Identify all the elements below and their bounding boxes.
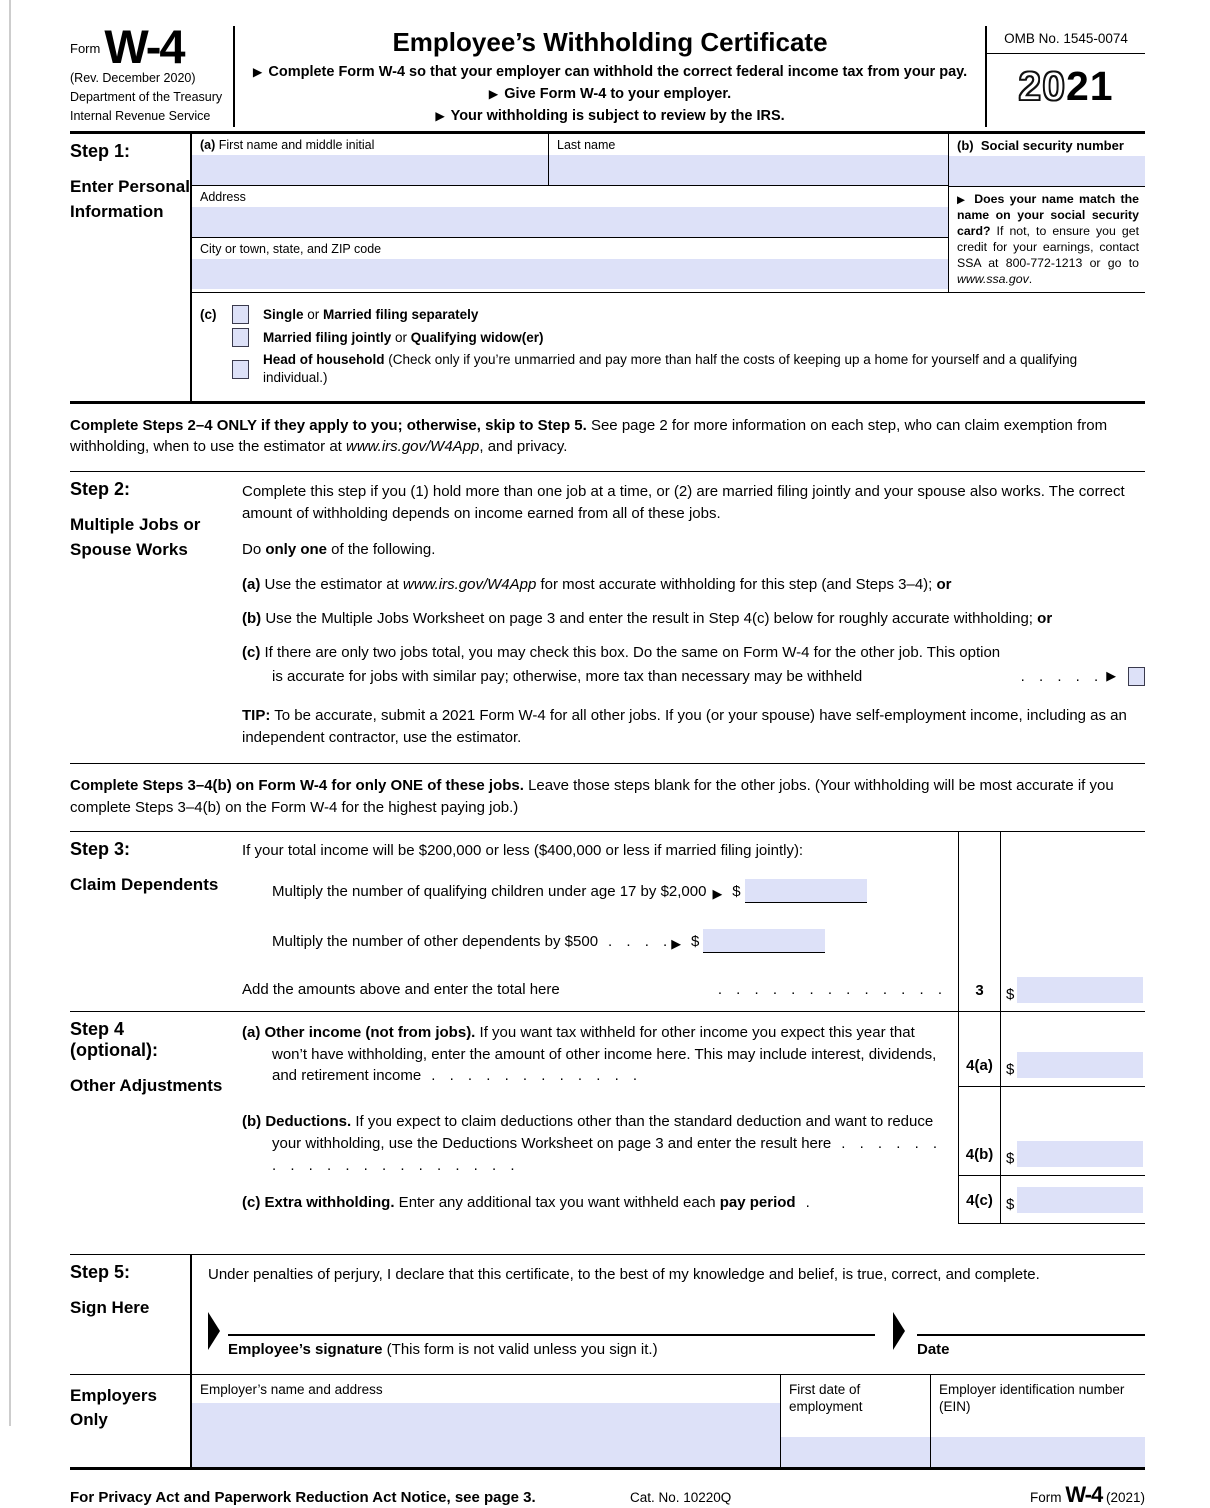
qualifying-children-row (272, 879, 950, 903)
filing-option-hoh-label (263, 351, 1145, 387)
step3-label: Step 3: (70, 839, 131, 860)
date-arrow-icon (893, 1312, 905, 1350)
mid-bold: Complete Steps 3–4(b) on Form W-4 for only ONE of these jobs. (70, 776, 524, 794)
tax-year-outline: 20 (1018, 63, 1066, 109)
last-name-input[interactable] (549, 155, 948, 185)
arrow-icon: ▶ (957, 195, 969, 207)
option-b-text: Use the Multiple Jobs Worksheet on page 3 and enter the result in Step 4(c) below for roughly accurate withholding; (265, 610, 1038, 628)
dollar-sign: $ (691, 933, 700, 951)
first-name-label-text: First name and middle initial (218, 138, 375, 153)
other-dependents-amount-input[interactable] (703, 929, 825, 953)
form-title-block (233, 26, 987, 127)
step3-grid (242, 832, 1145, 1011)
step2-section (70, 472, 1145, 763)
intro-rest2: , and privacy. (479, 438, 568, 456)
extra-withholding-amount-input[interactable] (1017, 1187, 1143, 1213)
signature-label-bold: Employee’s signature (228, 1340, 383, 1358)
employer-name-address-input[interactable] (192, 1403, 780, 1466)
single-checkbox[interactable] (232, 305, 249, 324)
arrow-icon: ▶ (1106, 668, 1118, 684)
header-bullet-3 (243, 106, 977, 128)
step5-body (190, 1255, 1145, 1374)
qualifying-children-text: Multiply the number of qualifying children under age 17 by $2,000 (272, 883, 707, 901)
name-row (192, 134, 948, 186)
step3-intro: If your total income will be $200,000 or less ($400,000 or less if married filing jointly): (242, 842, 804, 860)
step4a-content (242, 1012, 958, 1087)
step4c-bold: Extra withholding. (264, 1194, 395, 1212)
step2-option-a (242, 574, 1145, 596)
signature-arrow-icon (208, 1312, 220, 1350)
ssn-note (949, 187, 1145, 292)
ssn-label (949, 134, 1145, 156)
dot-leader: . . . . (608, 933, 668, 951)
step1-label: Step 1: (70, 141, 131, 162)
address-label: Address (200, 190, 246, 205)
header-bullet-1-text: Complete Form W-4 so that your employer can withhold the correct federal income tax from your pay. (268, 64, 968, 80)
header-bullet-2 (243, 84, 977, 106)
header-bullet-2-text: Give Form W-4 to your employer. (504, 85, 732, 102)
privacy-notice: For Privacy Act and Paperwork Reduction Act Notice, see page 3. (70, 1488, 536, 1506)
dot-leader: . . . . . . . . . . . . . . . . . . . . (272, 1134, 938, 1174)
dollar-sign: $ (732, 883, 741, 901)
step2-sublabel: Multiple Jobs or Spouse Works (70, 515, 201, 559)
irs-name: Internal Revenue Service (70, 108, 211, 123)
step4a-text (242, 1022, 950, 1087)
option-c-line1-text: If there are only two jobs total, you may check this box. Do the same on Form W-4 for the other job. This option (264, 643, 1001, 661)
step2-tip (242, 705, 1145, 749)
step2-option-c-line2 (242, 666, 1145, 688)
step2-label: Step 2: (70, 479, 131, 500)
arrow-icon: ▶ (252, 65, 265, 79)
option-a-post: for most accurate withholding for this step (and Steps 3–4); (536, 576, 937, 594)
filing-prefix: (c) (200, 306, 217, 322)
step4b-prefix: (b) (242, 1113, 262, 1131)
last-name-label: Last name (557, 138, 616, 153)
ein-input[interactable] (931, 1437, 1145, 1467)
first-date-employment-input[interactable] (781, 1437, 930, 1467)
ssn-note-link: www.ssa.gov (957, 272, 1029, 287)
mid-rest: Leave those steps blank for the other jobs. (Your withholding will be most accurate if you complete Steps 3–4(b) on the Form W-4 for the highest paying job.) (70, 776, 1114, 816)
address-input[interactable] (192, 207, 948, 237)
intro-estimator-link: www.irs.gov/W4App (346, 438, 480, 456)
dot-leader: . (805, 1194, 810, 1212)
step4b-text (242, 1111, 950, 1176)
ssn-note-rest: If not, to ensure you get credit for your earnings, contact SSA at 800-772-1213 or go to (957, 224, 1139, 271)
step4a-number: 4(a) (958, 1012, 1000, 1087)
intro-rest1: See page 2 for more information on each step, who can claim exemption from withholding, when to use the estimator at (70, 416, 1108, 456)
step4-label2: (optional): (70, 1039, 158, 1060)
form-id-block (70, 20, 233, 127)
perjury-declaration: Under penalties of perjury, I declare that this certificate, to the best of my knowledge and belief, is true, correct, and complete. (208, 1266, 1040, 1284)
footer-form-word: Form (1030, 1489, 1062, 1505)
filing-option-single (200, 305, 1145, 324)
step1-label-col (70, 134, 190, 400)
step4c-content (242, 1176, 958, 1224)
step3-section (70, 832, 1145, 1012)
first-name-cell (192, 134, 548, 185)
tax-year (987, 63, 1145, 110)
step4b-content (242, 1087, 958, 1176)
step3-label-col (70, 832, 242, 1011)
step1-fields (190, 134, 1145, 400)
step4a-prefix: (a) (242, 1023, 261, 1041)
arrow-icon: ▶ (671, 935, 684, 951)
tip-rest: To be accurate, submit a 2021 Form W-4 for all other jobs. If you (or your spouse) have self-employment income, including as an independent contractor, use the estimator. (242, 707, 1127, 747)
form-header (70, 20, 1145, 134)
first-name-label (192, 134, 548, 155)
p2-pre: Do (242, 540, 266, 558)
step2-option-c-line1 (242, 642, 1145, 664)
city-row (192, 238, 948, 289)
steps3-4-intro (70, 764, 1145, 832)
step5-section (70, 1254, 1145, 1374)
step4c-body: Enter any additional tax you want withheld each (394, 1194, 720, 1212)
option-a-or: or (936, 576, 952, 594)
option2-bold1: Married filing jointly (263, 329, 392, 345)
option1-bold2: Married filing separately (323, 306, 479, 322)
total-credits-text: Add the amounts above and enter the total here (242, 981, 560, 999)
option1-bold1: Single (263, 306, 304, 322)
employers-only-label: Employers Only (70, 1385, 157, 1429)
ein-cell (930, 1375, 1145, 1467)
option-a-prefix: (a) (242, 576, 261, 594)
tax-year-bold: 21 (1066, 63, 1114, 109)
dollar-sign: $ (1006, 1061, 1015, 1079)
step5-label: Step 5: (70, 1262, 131, 1283)
step4a-bold: Other income (not from jobs). (264, 1023, 476, 1041)
p2-post: of the following. (327, 540, 436, 558)
step2-paragraph-2 (242, 539, 1145, 561)
signature-row (208, 1334, 1145, 1358)
step4b-amount-cell (1000, 1087, 1145, 1176)
qualifying-children-amount-input[interactable] (745, 879, 867, 903)
step4-label-col (70, 1012, 242, 1224)
step1-sublabel: Enter Personal Information (70, 177, 190, 221)
step4-sublabel: Other Adjustments (70, 1075, 223, 1095)
step1-section (70, 134, 1145, 403)
step5-label-col (70, 1255, 190, 1374)
step3-sublabel: Claim Dependents (70, 875, 219, 895)
arrow-icon: ▶ (712, 885, 725, 901)
header-bullet-3-text: Your withholding is subject to review by the IRS. (450, 107, 785, 124)
step5-sublabel: Sign Here (70, 1298, 150, 1318)
signature-label (228, 1341, 875, 1358)
line3-number: 3 (958, 832, 1000, 1011)
omb-year-block (987, 26, 1145, 127)
date-block (917, 1334, 1145, 1358)
ssn-column (948, 134, 1145, 292)
option3-rest: (Check only if you’re unmarried and pay more than half the costs of keeping up a home for yourself and a qualifying individual.) (263, 352, 1078, 386)
ssn-prefix: (b) (957, 138, 974, 154)
employer-name-cell (192, 1375, 780, 1467)
ssn-cell (949, 134, 1145, 187)
last-name-cell (548, 134, 948, 185)
form-footer (70, 1470, 1145, 1508)
city-label: City or town, state, and ZIP code (200, 242, 382, 257)
option1-mid: or (303, 306, 324, 322)
step3-content (242, 832, 958, 1011)
filing-option-head-of-household (200, 351, 1145, 387)
ssn-label-text: Social security number (980, 138, 1124, 154)
address-row (192, 186, 948, 238)
footer-form-id (1030, 1482, 1145, 1508)
catalog-number: Cat. No. 10220Q (630, 1489, 732, 1505)
line3-amount-cell (1000, 832, 1145, 1011)
tip-bold: TIP: (242, 707, 271, 725)
dollar-sign: $ (1006, 985, 1015, 1003)
date-label (917, 1341, 1145, 1358)
intro-bold: Complete Steps 2–4 ONLY if they apply to you; otherwise, skip to Step 5. (70, 416, 587, 434)
option2-mid: or (391, 329, 411, 345)
step4-rows (242, 1012, 1145, 1224)
arrow-icon: ▶ (435, 108, 447, 123)
filing-status-group (192, 293, 1145, 400)
arrow-icon: ▶ (488, 86, 501, 101)
step4b-bold: Deductions. (265, 1113, 352, 1131)
step4b-body: If you expect to claim deductions other than the standard deduction and want to reduce your withholding, use the Deductions Worksheet on page 3 and enter the result here (272, 1113, 934, 1152)
p2-bold: only one (265, 540, 328, 558)
filing-option-single-label (263, 306, 478, 324)
steps2-4-intro (70, 404, 1145, 472)
form-word: Form (70, 41, 101, 56)
signature-block (228, 1334, 875, 1358)
step1-top-grid (192, 134, 1145, 293)
ein-label: Employer identification number (EIN) (939, 1381, 1125, 1415)
step4c-text (242, 1192, 950, 1214)
dollar-sign: $ (1006, 1196, 1015, 1214)
employers-fields (190, 1375, 1145, 1467)
deductions-amount-input[interactable] (1017, 1141, 1143, 1167)
footer-form-year: (2021) (1105, 1489, 1145, 1505)
step4c-bold2: pay period (719, 1194, 796, 1212)
step4c-row (242, 1176, 1145, 1224)
first-date-cell (780, 1375, 930, 1467)
filing-option-married-label (263, 329, 544, 347)
option-b-prefix: (b) (242, 610, 262, 628)
step4-section (70, 1012, 1145, 1224)
option-a-pre: Use the estimator at (264, 576, 403, 594)
option-c-line2-text: is accurate for jobs with similar pay; otherwise, more tax than necessary may be withheld (272, 667, 863, 685)
filing-option-married-jointly (200, 328, 1145, 347)
step4-label: Step 4 (70, 1018, 125, 1039)
step2-option-b (242, 608, 1145, 630)
scan-edge-line (9, 0, 11, 1426)
step4c-prefix: (c) (242, 1194, 261, 1212)
ssn-note-bold: Does your name match the name on your social security card? (957, 192, 1140, 239)
dot-leader: . . . . . . . . . . . . (431, 1067, 638, 1085)
date-label-bold: Date (917, 1340, 950, 1358)
employee-signature-input[interactable] (228, 1334, 875, 1336)
option-c-prefix: (c) (242, 643, 261, 661)
option-b-or: or (1037, 610, 1053, 628)
step1-main-fields (192, 134, 948, 292)
step4c-amount-cell (1000, 1176, 1145, 1224)
step2-label-col (70, 472, 242, 763)
form-revision: (Rev. December 2020) (70, 71, 196, 86)
other-dependents-row (272, 929, 950, 953)
ssn-input[interactable] (949, 156, 1145, 186)
form-name: W-4 (104, 20, 184, 73)
header-bullet-1 (243, 62, 977, 84)
option3-bold1: Head of household (263, 352, 385, 368)
married-jointly-checkbox[interactable] (232, 328, 249, 347)
step4a-row (242, 1012, 1145, 1087)
step2-paragraph-1: Complete this step if you (1) hold more than one job at a time, or (2) are married filing jointly and your spouse also works. The correct amount of withholding depends on income earned from all of these jobs. (242, 483, 1125, 522)
other-income-amount-input[interactable] (1017, 1052, 1143, 1078)
footer-form-name: W-4 (1065, 1481, 1103, 1507)
total-credits-amount-input[interactable] (1017, 977, 1143, 1003)
step4a-body: If you want tax withheld for other income you expect this year that won’t have withholding, enter the amount of other income here. This may include interest, dividends, and retirement income (272, 1023, 937, 1085)
step4a-amount-cell (1000, 1012, 1145, 1087)
option2-bold2: Qualifying widow(er) (410, 329, 544, 345)
form-title: Employee’s Withholding Certificate (392, 27, 828, 57)
step4b-number: 4(b) (958, 1087, 1000, 1176)
omb-number: OMB No. 1545-0074 (987, 26, 1145, 54)
signature-label-rest: (This form is not valid unless you sign it.) (382, 1340, 658, 1358)
dollar-sign: $ (1006, 1150, 1015, 1168)
signature-date-input[interactable] (917, 1334, 1145, 1336)
employers-only-section (70, 1374, 1145, 1470)
first-date-label: First date of employment (789, 1381, 863, 1415)
dot-leader: . . . . . (1020, 667, 1099, 685)
first-name-input[interactable] (192, 155, 548, 185)
step2-body (242, 472, 1145, 763)
total-credits-row (242, 979, 950, 1001)
option-a-link: www.irs.gov/W4App (402, 576, 537, 594)
other-dependents-text: Multiply the number of other dependents by $500 (272, 933, 599, 951)
ssn-note-end: . (1028, 272, 1033, 287)
two-jobs-checkbox[interactable] (1128, 667, 1145, 686)
step4b-row (242, 1087, 1145, 1176)
head-of-household-checkbox[interactable] (232, 360, 249, 379)
city-state-zip-input[interactable] (192, 259, 948, 289)
employer-name-label: Employer’s name and address (200, 1381, 383, 1397)
first-name-prefix: (a) (200, 138, 216, 153)
step4c-number: 4(c) (958, 1176, 1000, 1224)
treasury-dept: Department of the Treasury (70, 89, 223, 104)
dot-leader: . . . . . . . . . . . . . (717, 981, 942, 999)
